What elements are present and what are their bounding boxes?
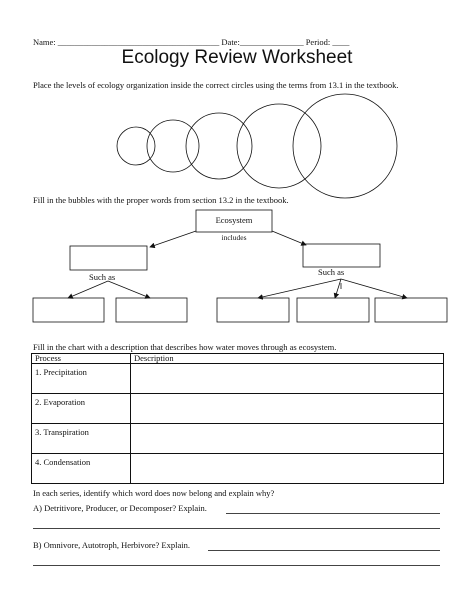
name-date-period-line[interactable]: Name: ______________________________________ Date:_______________ Period: ____ [33,37,350,47]
section1-instruction: Place the levels of ecology organization inside the correct circles using the terms from 13.1 in the textbook. [33,80,399,90]
bubble-left-1[interactable] [33,298,104,322]
answer-line-b1[interactable] [208,550,440,551]
answer-line-b2[interactable] [33,565,440,566]
level-circle-5[interactable] [293,94,397,198]
process-cell: 2. Evaporation [32,394,131,424]
ecosystem-label: Ecosystem [215,215,253,225]
description-cell[interactable] [131,394,444,424]
description-cell[interactable] [131,424,444,454]
level-circle-3[interactable] [186,113,252,179]
table-row [32,364,444,394]
process-cell: 4. Condensation [32,454,131,484]
bubble-right[interactable] [303,244,380,267]
answer-line-a2[interactable] [33,528,440,529]
answer-line-a1[interactable] [226,513,440,514]
bubble-right-1[interactable] [217,298,289,322]
level-circle-1[interactable] [117,127,155,165]
section4-instruction: In each series, identify which word does now belong and explain why? [33,488,275,498]
bubble-right-3[interactable] [375,298,447,322]
bubble-left-2[interactable] [116,298,187,322]
column-header-description: Description [131,354,444,364]
process-cell: 3. Transpiration [32,424,131,454]
includes-label: includes [221,233,247,242]
question-a-label: A) Detritivore, Producer, or Decomposer? Explain. [33,503,207,513]
table-row [32,394,444,424]
question-b-label: B) Omnivore, Autotroph, Herbivore? Explain. [33,540,190,550]
worksheet-title: Ecology Review Worksheet [121,47,353,68]
such-as-left-label: Such as [89,272,116,282]
such-as-right-label: Such as [318,267,345,277]
bubble-right-2[interactable] [297,298,369,322]
section2-instruction: Fill in the bubbles with the proper words from section 13.2 in the textbook. [33,195,289,205]
description-cell[interactable] [131,364,444,394]
process-cell: 1. Precipitation [32,364,131,394]
bubble-left[interactable] [70,246,147,270]
section3-instruction: Fill in the chart with a description that describes how water moves through as ecosystem. [33,342,337,352]
table-row [32,424,444,454]
level-circle-4[interactable] [237,104,321,188]
table-row [32,454,444,484]
water-cycle-table [31,353,444,484]
description-cell[interactable] [131,454,444,484]
column-header-process: Process [32,354,131,364]
